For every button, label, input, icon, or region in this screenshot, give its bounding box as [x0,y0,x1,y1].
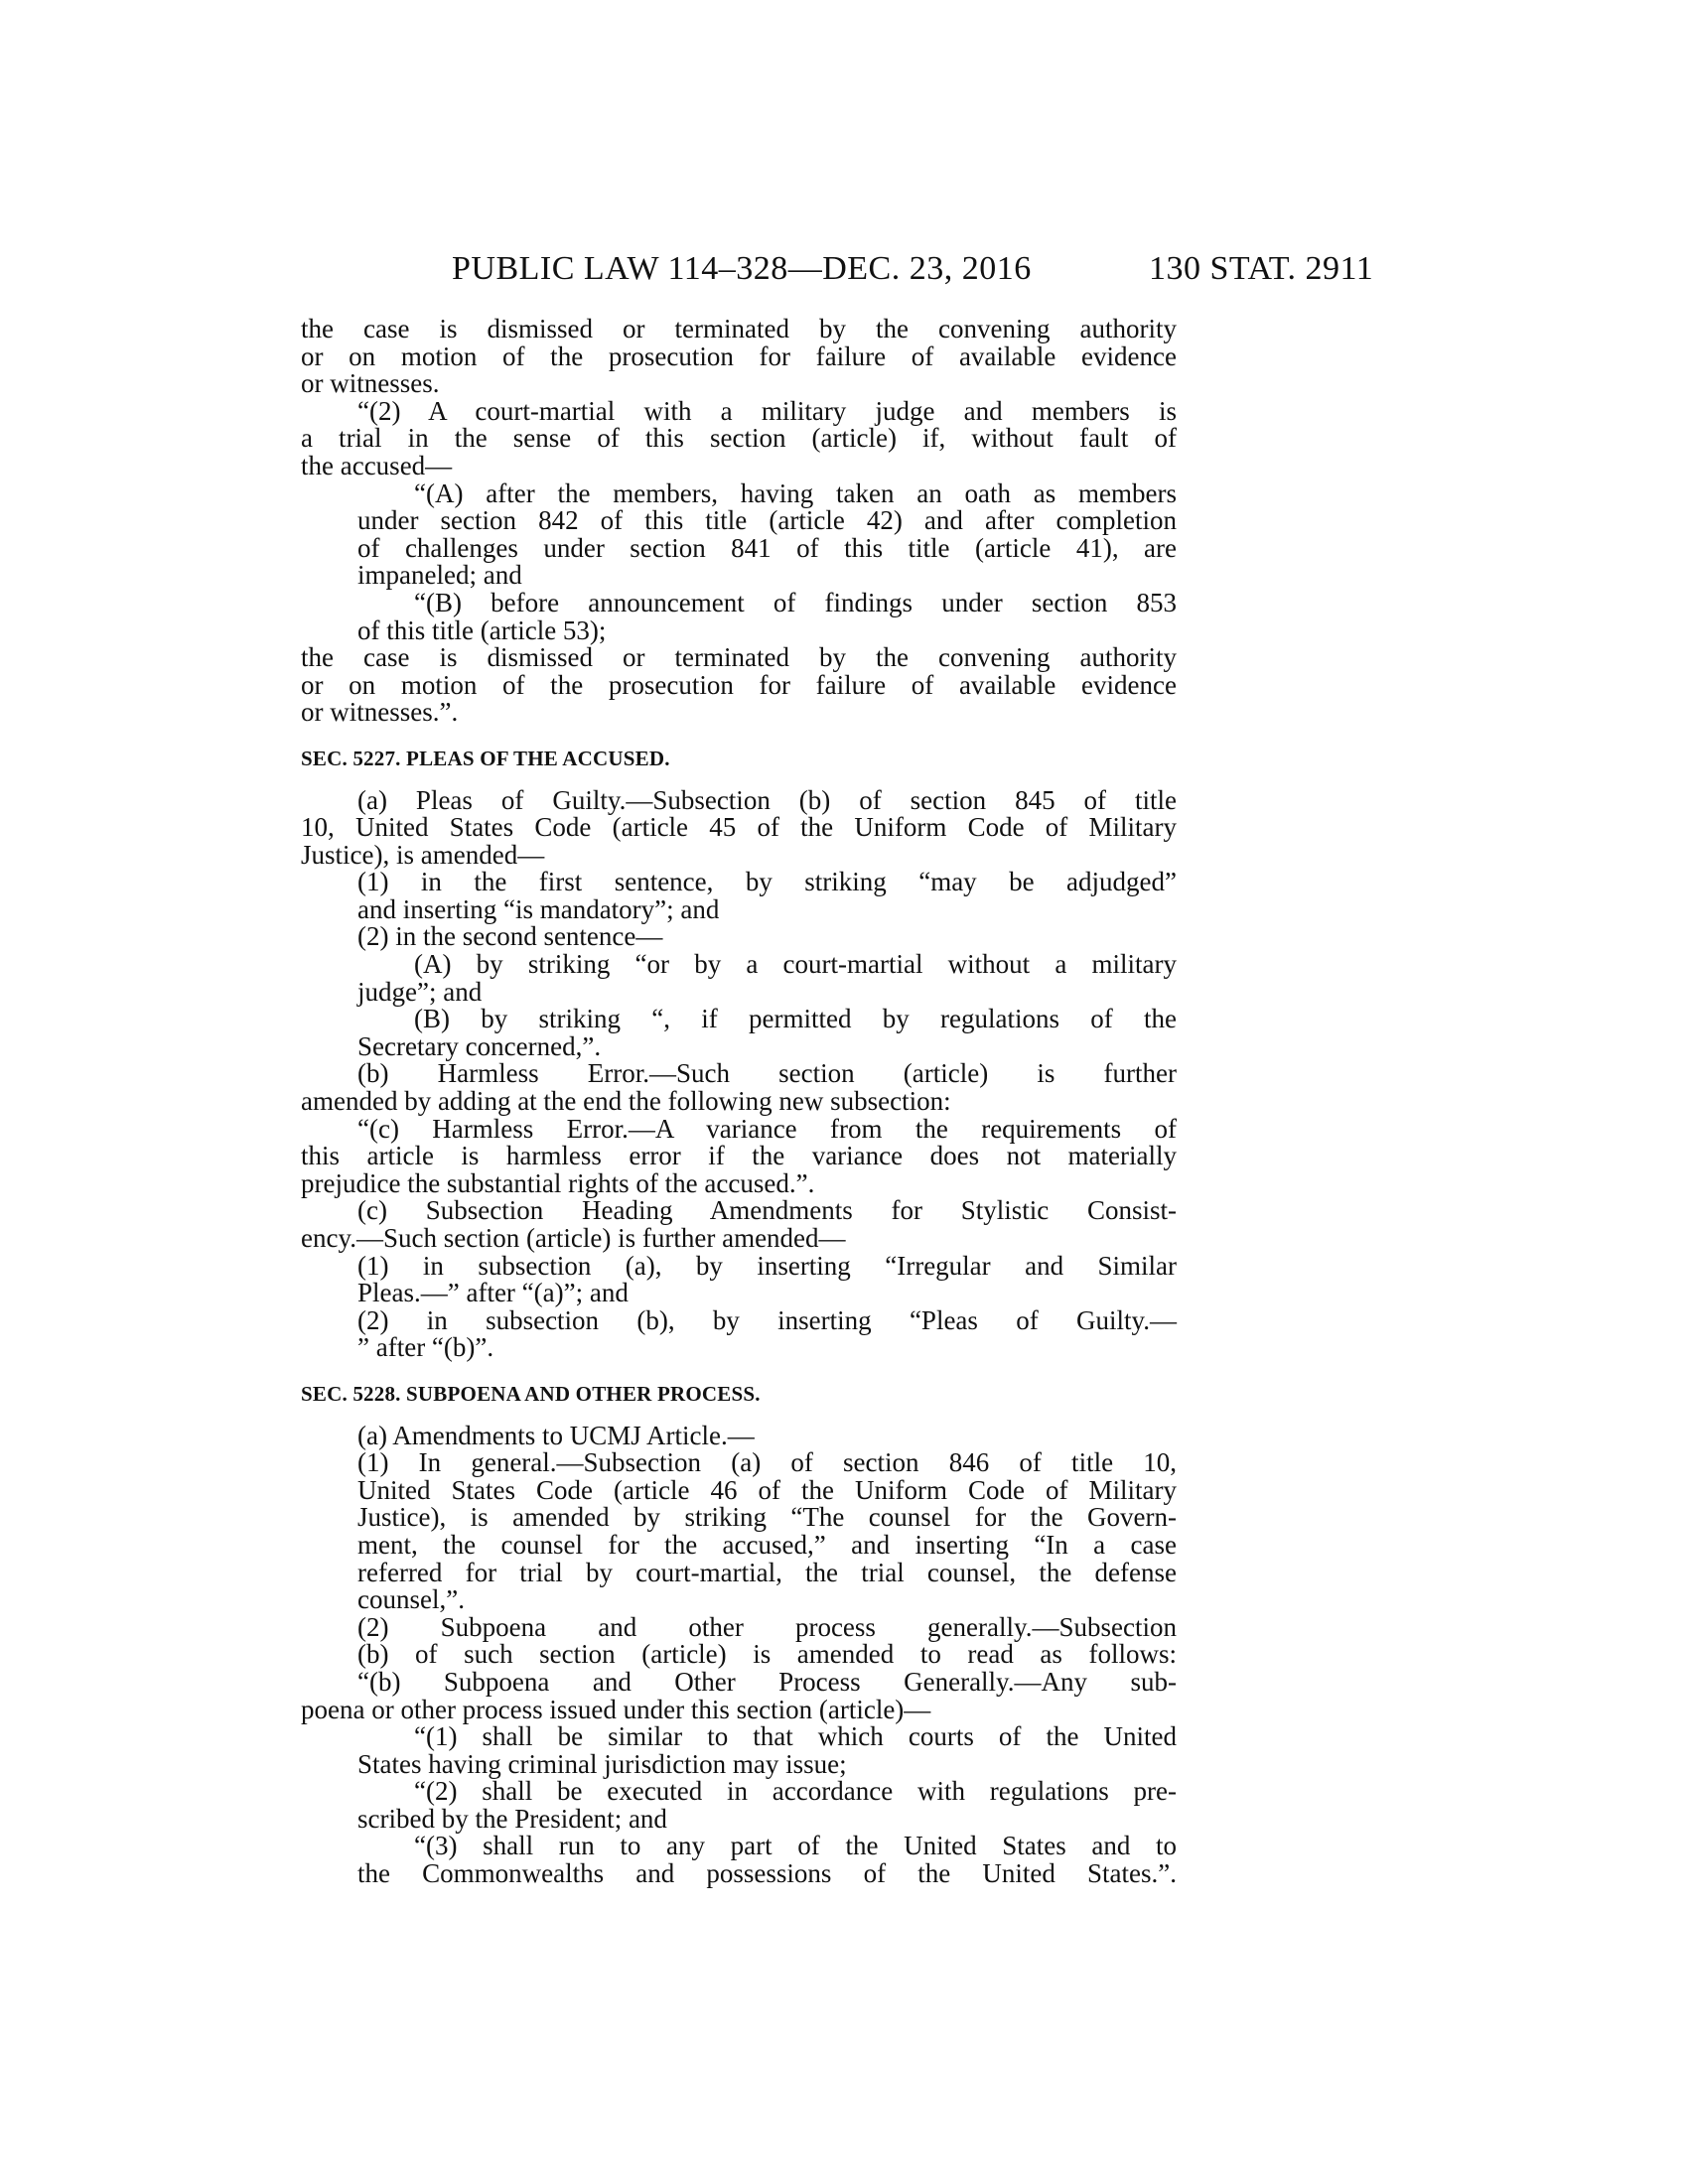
text-line: poena or other process issued under this section (article)— [301,1694,931,1724]
running-header-citation: PUBLIC LAW 114–328—DEC. 23, 2016 [452,250,1032,287]
text-line: States having criminal jurisdiction may issue; [357,1748,847,1779]
text-line: “(2) shall be executed in accordance with regulations pre- [414,1776,1177,1807]
text-line: “(b) Subpoena and Other Process Generally.—Any sub- [357,1666,1177,1697]
text-line: “(A) after the members, having taken an oath as members [414,478,1177,508]
section-heading: SEC. 5227. PLEAS OF THE ACCUSED. [301,746,670,770]
text-line: the case is dismissed or terminated by the convening authority [301,642,1177,673]
text-line: of this title (article 53); [357,614,607,645]
text-line: judge”; and [357,976,483,1007]
text-line: (c) Subsection Heading Amendments for Stylistic Consist- [357,1195,1177,1226]
text-line: “(B) before announcement of findings under section 853 [414,587,1177,617]
text-line: under section 842 of this title (article 42) and after completion [357,505,1177,536]
text-line: “(c) Harmless Error.—A variance from the requirements of [357,1113,1177,1144]
text-line: (b) Harmless Error.—Such section (article) is further [357,1058,1177,1089]
text-line: scribed by the President; and [357,1803,667,1834]
text-line: (1) in subsection (a), by inserting “Irregular and Similar [357,1250,1177,1281]
text-line: or on motion of the prosecution for failure of available evidence [301,341,1177,371]
text-line: (1) in the first sentence, by striking “may be adjudged” [357,867,1177,897]
text-line: Secretary concerned,”. [357,1030,602,1061]
text-line: (B) by striking “, if permitted by regulations of the [414,1004,1177,1034]
text-line: “(1) shall be similar to that which courts of the United [414,1721,1177,1752]
section-heading: SEC. 5228. SUBPOENA AND OTHER PROCESS. [301,1381,761,1406]
text-line: the Commonwealths and possessions of the United States.”. [357,1858,1177,1889]
text-line: referred for trial by court-martial, the trial counsel, the defense [357,1557,1177,1587]
text-line: a trial in the sense of this section (article) if, without fault of [301,423,1177,454]
text-line: the accused— [301,450,453,480]
text-line: Justice), is amended by striking “The counsel for the Govern- [357,1502,1177,1533]
text-line: (b) of such section (article) is amended to read as follows: [357,1639,1177,1670]
statute-body-text [301,316,1177,1888]
text-line: ” after “(b)”. [357,1332,494,1363]
text-line: prejudice the substantial rights of the accused.”. [301,1167,815,1198]
text-line: or witnesses.”. [301,697,459,728]
text-line: Justice), is amended— [301,839,545,870]
text-line: (a) Amendments to UCMJ Article.— [357,1420,755,1450]
text-line: the case is dismissed or terminated by the convening authority [301,314,1177,343]
text-line: (2) in subsection (b), by inserting “Pleas of Guilty.— [357,1304,1177,1335]
text-line: United States Code (article 46 of the Uniform Code of Military [357,1474,1177,1505]
text-line: 10, United States Code (article 45 of the Uniform Code of Military [301,812,1177,843]
text-line: ency.—Such section (article) is further amended— [301,1223,846,1253]
text-line: (1) In general.—Subsection (a) of section 846 of title 10, [357,1447,1177,1478]
text-line: amended by adding at the end the following new subsection: [301,1086,951,1117]
text-line: and inserting “is mandatory”; and [357,893,720,924]
text-line: ment, the counsel for the accused,” and inserting “In a case [357,1529,1177,1560]
text-line: or witnesses. [301,368,440,399]
text-line: this article is harmless error if the variance does not materially [301,1141,1177,1171]
text-line: impaneled; and [357,560,522,591]
text-line: of challenges under section 841 of this title (article 41), are [357,532,1177,563]
text-line: Pleas.—” after “(a)”; and [357,1278,629,1308]
text-line: or on motion of the prosecution for failure of available evidence [301,669,1177,700]
text-line: (A) by striking “or by a court-martial without a military [414,949,1177,980]
text-line: (2) in the second sentence— [357,921,663,952]
running-header-page-number: 130 STAT. 2911 [1149,250,1374,287]
text-line: “(2) A court-martial with a military judge and members is [357,395,1177,426]
text-line: counsel,”. [357,1584,465,1615]
text-line: “(3) shall run to any part of the United States and to [414,1831,1177,1861]
text-line: (2) Subpoena and other process generally.—Subsection [357,1611,1177,1642]
text-line: (a) Pleas of Guilty.—Subsection (b) of section 845 of title [357,784,1177,815]
